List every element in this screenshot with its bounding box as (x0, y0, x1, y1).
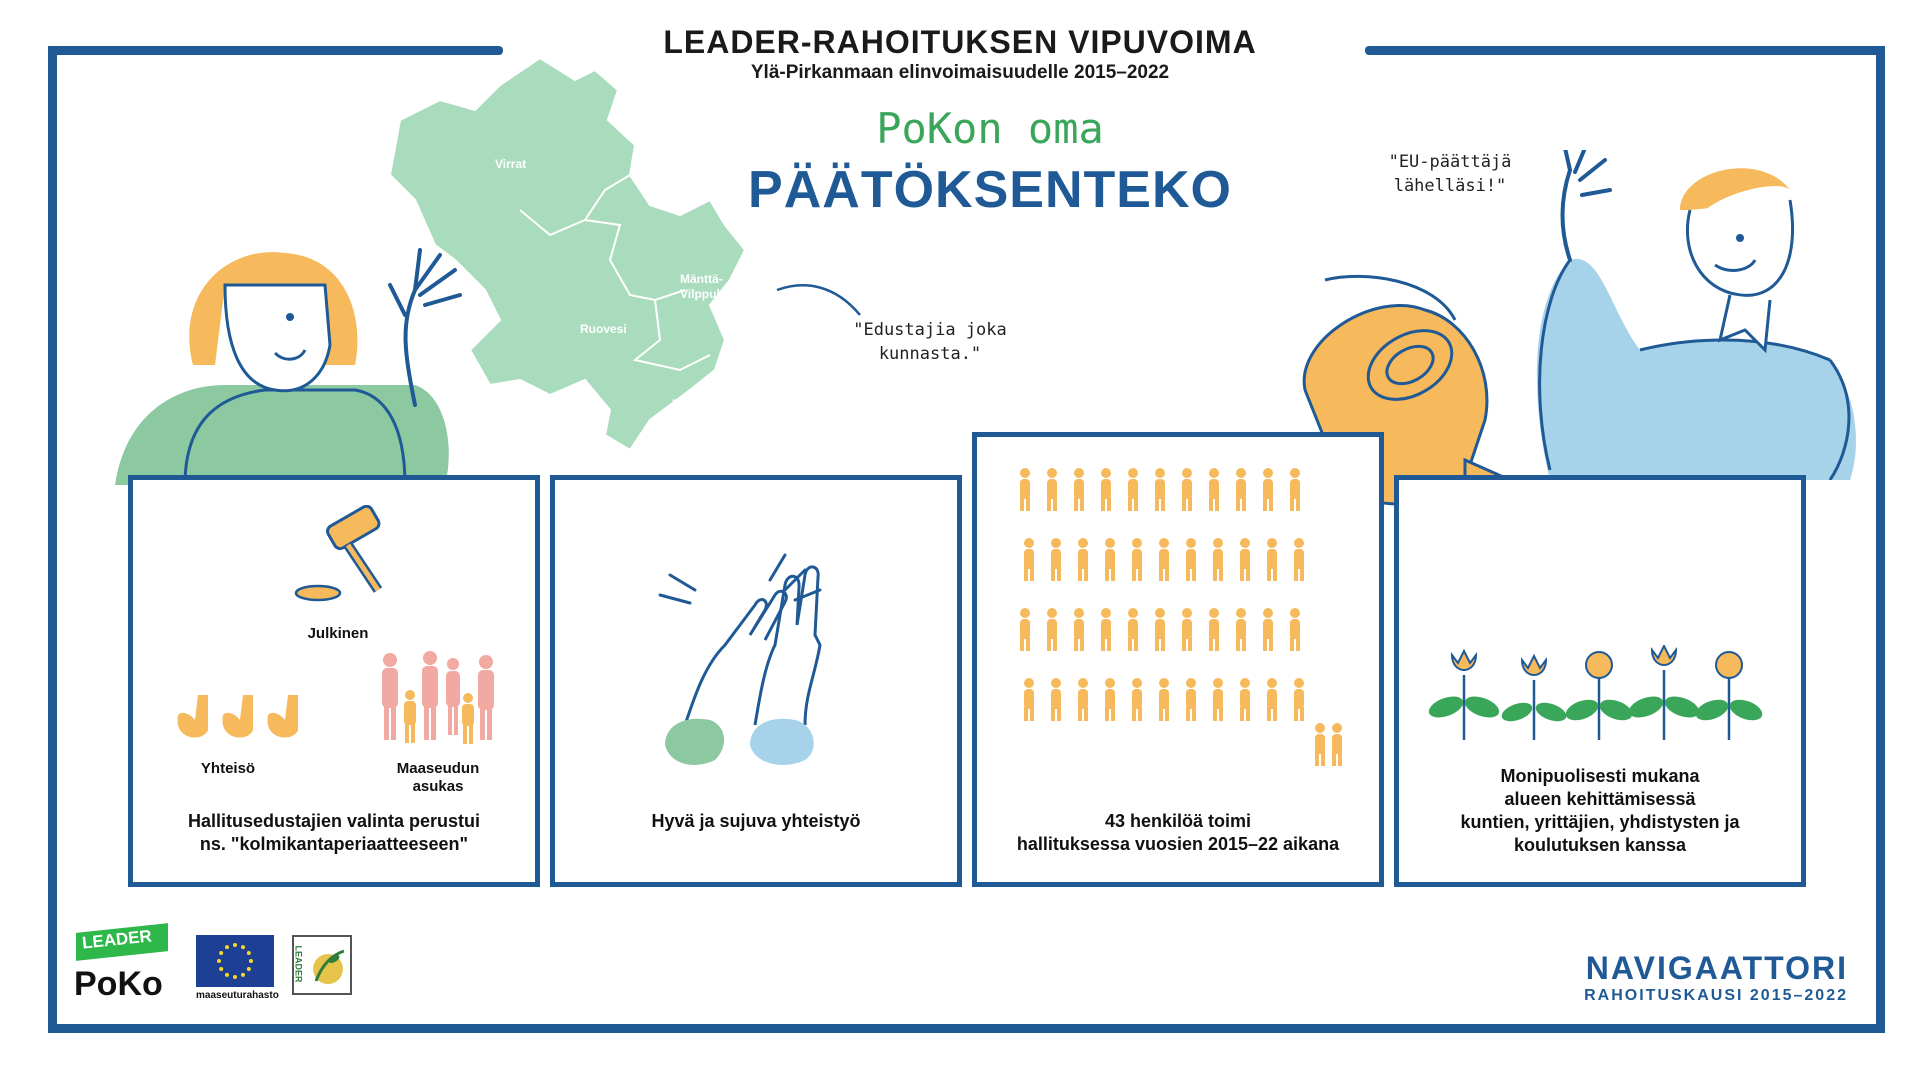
caption-line: koulutuksen kanssa (1513, 835, 1687, 855)
person-figure (1290, 468, 1300, 511)
eu-star (241, 945, 245, 949)
panel-development (1394, 475, 1806, 887)
person-figure (1132, 678, 1142, 721)
person-figure (1128, 468, 1138, 511)
person-figure (1132, 538, 1142, 581)
eu-star (217, 959, 221, 963)
caption-line: ns. "kolmikantaperiaatteeseen" (199, 834, 469, 854)
person-figure (1182, 608, 1192, 651)
frame-bottom (48, 1024, 1885, 1033)
leader-vertical-text: LEADER (293, 945, 304, 983)
person-figure (1155, 468, 1165, 511)
quote-representatives-line2: kunnasta." (878, 344, 982, 364)
person-figure (1020, 608, 1030, 651)
eu-star (219, 951, 223, 955)
map-label-vilppula: Vilppula (680, 287, 727, 301)
person-figure (1128, 608, 1138, 651)
panel-development-caption (1399, 765, 1801, 857)
person-figure (1267, 678, 1277, 721)
frame-right (1876, 46, 1885, 1033)
map-label-virrat: Virrat (495, 157, 527, 171)
person-figure (1078, 678, 1088, 721)
person-figure (1159, 538, 1169, 581)
person-figure (1105, 538, 1115, 581)
eu-fund-label: maaseuturahasto (196, 990, 279, 1001)
person-figure (1047, 608, 1057, 651)
map-label-ruovesi: Ruovesi (580, 322, 627, 336)
person-figure (1209, 468, 1219, 511)
person-figure (1159, 678, 1169, 721)
quote-eu-line1: "EU-päättäjä (1388, 152, 1512, 172)
residents-icon (378, 650, 503, 750)
person-figure (1209, 608, 1219, 651)
person-figure (1024, 538, 1034, 581)
person-figure (1263, 468, 1273, 511)
poko-logo: PoKo (74, 965, 163, 1003)
person-figure (1074, 608, 1084, 651)
people-grid-icon (1017, 467, 1357, 767)
eu-star (249, 959, 253, 963)
person-figure (1051, 538, 1061, 581)
person-figure (1332, 723, 1342, 766)
person-figure (1186, 678, 1196, 721)
person-figure (1186, 538, 1196, 581)
eu-star (241, 973, 245, 977)
person-figure (1315, 723, 1325, 766)
panel-board-members-caption (977, 810, 1379, 856)
caption-line: alueen kehittämisessä (1504, 789, 1696, 809)
person-figure (1078, 538, 1088, 581)
eu-star (225, 973, 229, 977)
person-figure (1213, 538, 1223, 581)
quote-representatives (845, 318, 1015, 366)
panel-cooperation (550, 475, 962, 887)
person-figure (1267, 538, 1277, 581)
script-title: PoKon oma (876, 104, 1104, 153)
caption-line: Monipuolisesti mukana (1500, 766, 1700, 786)
label-rural-resident (363, 760, 513, 796)
person-figure (1240, 538, 1250, 581)
eu-stars-icon (196, 935, 274, 987)
panel-cooperation-caption (555, 810, 957, 833)
high-five-icon (655, 545, 865, 765)
main-title: LEADER-RAHOITUKSEN VIPUVOIMA (663, 24, 1257, 60)
person-figure (1294, 678, 1304, 721)
gavel-icon (288, 505, 398, 605)
person-figure (1101, 608, 1111, 651)
person-figure (1155, 608, 1165, 651)
person-figure (1294, 538, 1304, 581)
eu-star (247, 967, 251, 971)
navigator-title: NAVIGAATTORI (1585, 950, 1848, 986)
eu-star (247, 951, 251, 955)
navigator-subtitle: RAHOITUSKAUSI 2015–2022 (1584, 987, 1848, 1004)
quote-eu-decider (1375, 150, 1525, 198)
person-figure (1074, 468, 1084, 511)
eu-star (233, 943, 237, 947)
person-figure (1263, 608, 1273, 651)
person-figure (1105, 678, 1115, 721)
person-figure (1236, 468, 1246, 511)
label-rural-line2: asukas (412, 778, 464, 795)
label-community: Yhteisö (200, 760, 256, 777)
map-label-juupajoki: Juupajoki (670, 397, 727, 411)
panel-tripartite-caption (133, 810, 535, 856)
person-figure (1213, 678, 1223, 721)
community-icon (173, 685, 303, 745)
panel-tripartite (128, 475, 540, 887)
caption-line: hallituksessa vuosien 2015–22 aikana (1016, 834, 1340, 854)
main-subtitle: Ylä-Pirkanmaan elinvoimaisuudelle 2015–2022 (750, 62, 1170, 83)
eu-star (233, 975, 237, 979)
hero-title: PÄÄTÖKSENTEKO (748, 161, 1232, 219)
caption-line: Hyvä ja sujuva yhteistyö (651, 811, 861, 831)
person-figure (1020, 468, 1030, 511)
frame-left (48, 46, 57, 1033)
person-figure (1024, 678, 1034, 721)
person-figure (1182, 468, 1192, 511)
caption-line: kuntien, yrittäjien, yhdistysten ja (1460, 812, 1740, 832)
quote-representatives-line1: "Edustajia joka (853, 320, 1007, 340)
flowers-icon (1424, 645, 1784, 745)
label-rural-line1: Maaseudun (396, 760, 480, 777)
map-label-mantta: Mänttä- (680, 272, 723, 286)
person-figure (1290, 608, 1300, 651)
leader-logo (292, 935, 352, 995)
label-public: Julkinen (307, 625, 369, 642)
person-figure (1236, 608, 1246, 651)
eu-flag (196, 935, 274, 987)
caption-line: Hallitusedustajien valinta perustui (187, 811, 481, 831)
caption-line: 43 henkilöä toimi (1104, 811, 1252, 831)
person-figure (1051, 678, 1061, 721)
eu-star (225, 945, 229, 949)
leaf-icon (308, 945, 348, 987)
quote-arrow-icon (775, 280, 865, 320)
person-figure (1047, 468, 1057, 511)
quote-eu-line2: lähelläsi!" (1393, 176, 1507, 196)
person-figure (1240, 678, 1250, 721)
eu-star (219, 967, 223, 971)
woman-illustration (115, 245, 495, 485)
panel-board-members (972, 432, 1384, 887)
leader-badge-text: LEADER (81, 926, 153, 953)
person-figure (1101, 468, 1111, 511)
